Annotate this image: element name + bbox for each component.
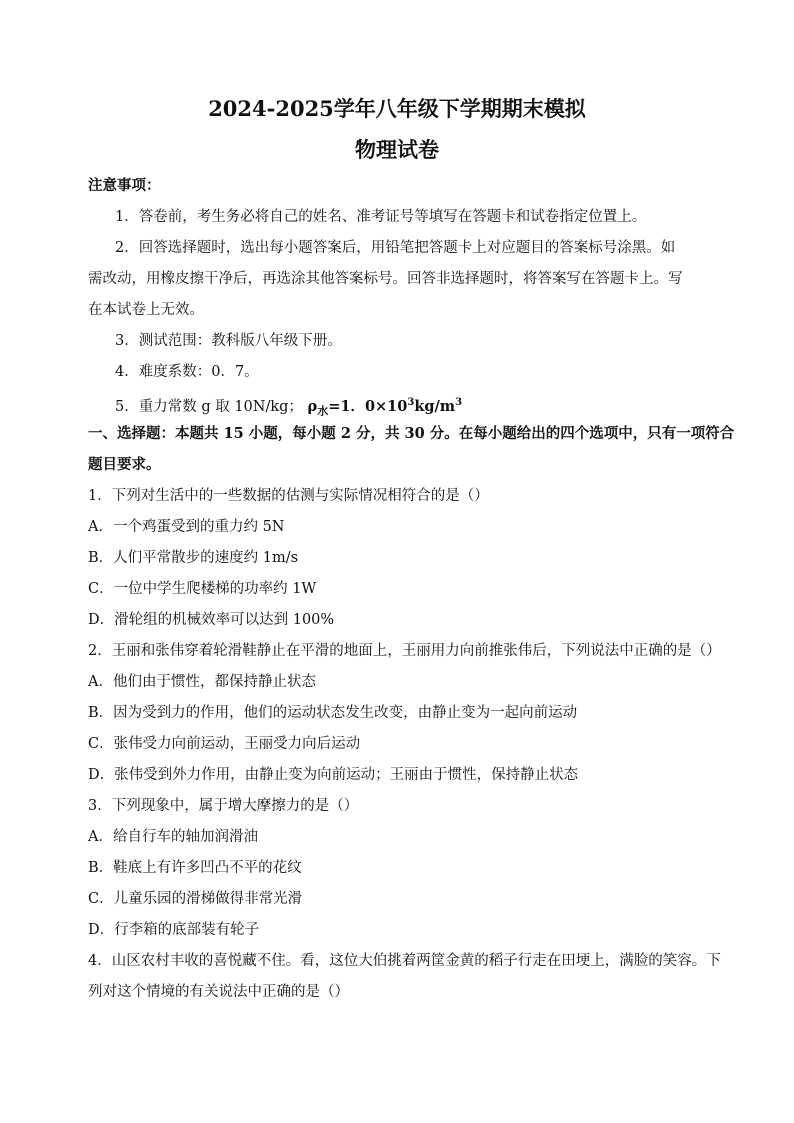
question-2-option-a: A．他们由于惯性，都保持静止状态 (88, 674, 316, 690)
notes-heading: 注意事项： (88, 177, 161, 194)
note-item-4: 4．难度系数：0．7。 (115, 364, 259, 380)
exam-title: 2024-2025学年八年级下学期期末模拟 (208, 96, 586, 121)
water-density-value: =1．0×10 (328, 397, 408, 415)
question-4-stem-line-2: 列对这个情境的有关说法中正确的是（） (88, 984, 349, 1000)
question-1-option-a: A．一个鸡蛋受到的重力约 5N (88, 519, 285, 535)
question-3-option-b: B．鞋底上有许多凹凸不平的花纹 (88, 860, 302, 876)
note-item-2-line-2: 需改动，用橡皮擦干净后，再选涂其他答案标号。回答非选择题时，将答案写在答题卡上。写 (88, 271, 683, 287)
exam-subject-title: 物理试卷 (355, 137, 439, 162)
question-2-option-d: D．张伟受到外力作用，由静止变为向前运动；王丽由于惯性，保持静止状态 (88, 767, 579, 783)
section-1-heading-line-2: 题目要求。 (88, 456, 161, 473)
question-2-option-c: C．张伟受力向前运动，王丽受力向后运动 (88, 736, 361, 752)
water-density-exponent: 3 (407, 397, 415, 408)
note-item-2-line-3: 在本试卷上无效。 (88, 302, 204, 318)
question-1-option-b: B．人们平常散步的速度约 1m/s (88, 550, 299, 566)
note-item-3: 3．测试范围：教科版八年级下册。 (115, 333, 342, 349)
note-item-5-prefix: 5．重力常数 g 取 10N/kg； (115, 398, 303, 415)
question-3-option-c: C．儿童乐园的滑梯做得非常光滑 (88, 891, 303, 907)
note-item-1: 1．答卷前，考生务必将自己的姓名、准考证号等填写在答题卡和试卷指定位置上。 (115, 209, 647, 225)
water-density-subscript: 水 (317, 404, 329, 418)
question-3-option-a: A．给自行车的轴加润滑油 (88, 829, 258, 845)
question-1-stem: 1．下列对生活中的一些数据的估测与实际情况相符合的是（） (88, 488, 489, 504)
section-1-heading-line-1: 一、选择题：本题共 15 小题，每小题 2 分，共 30 分。在每小题给出的四个选项中，只有一项符合 (88, 425, 735, 442)
note-item-2-line-1: 2．回答选择题时，选出每小题答案后，用铅笔把答题卡上对应题目的答案标号涂黑。如 (115, 240, 676, 256)
water-density-symbol: ρ (307, 397, 318, 415)
note-item-5 (115, 393, 745, 422)
question-1-option-d: D．滑轮组的机械效率可以达到 100% (88, 612, 335, 628)
question-2-option-b: B．因为受到力的作用，他们的运动状态发生改变，由静止变为一起向前运动 (88, 705, 578, 721)
question-3-option-d: D．行李箱的底部装有轮子 (88, 922, 260, 938)
question-2-stem: 2．王丽和张伟穿着轮滑鞋静止在平滑的地面上，王丽用力向前推张伟后，下列说法中正确的是（） (88, 643, 721, 659)
water-density-unit: kg/m (414, 397, 456, 415)
question-3-stem: 3．下列现象中，属于增大摩擦力的是（） (88, 798, 359, 814)
question-4-stem-line-1: 4．山区农村丰收的喜悦藏不住。看，这位大伯挑着两筐金黄的稻子行走在田埂上，满脸的笑容。下 (88, 953, 721, 969)
question-1-option-c: C．一位中学生爬楼梯的功率约 1W (88, 581, 317, 597)
water-density-unit-exponent: 3 (455, 397, 463, 408)
